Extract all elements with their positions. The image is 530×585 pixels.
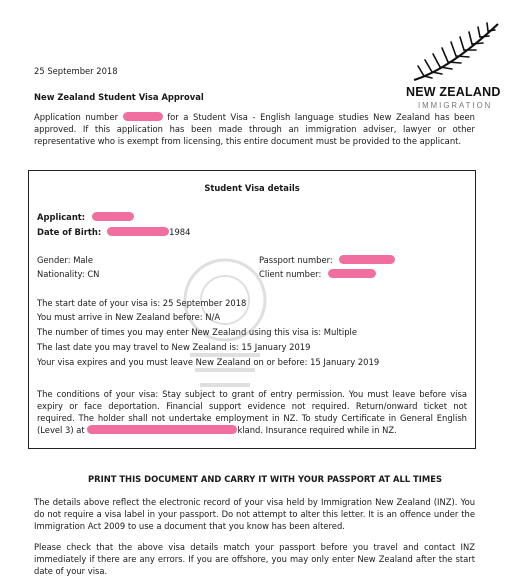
redaction-mark	[328, 269, 376, 278]
redaction-mark	[87, 425, 237, 434]
redaction-mark	[107, 227, 169, 236]
client-row	[259, 269, 376, 281]
visa-box-title: Student Visa details	[204, 183, 300, 193]
electronic-record-paragraph: The details above reflect the electronic record of your visa held by Immigration New Zealand (INZ). You do not require a visa label in your passport. Do not attempt to alter this letter. It is an offence under the Immigration Act 2009 to use a document that you know has been altered.	[34, 497, 475, 531]
intro-paragraph	[34, 112, 475, 148]
nationality: Nationality: CN	[37, 269, 100, 279]
visa-details-box	[28, 170, 476, 449]
passport-row	[259, 255, 395, 267]
dob-year: 1984	[169, 227, 191, 237]
arrive-before: You must arrive in New Zealand before: N/A	[37, 312, 221, 322]
print-notice: PRINT THIS DOCUMENT AND CARRY IT WITH YOUR PASSPORT AT ALL TIMES	[88, 474, 442, 484]
visa-expiry: Your visa expires and you must leave New Zealand on or before: 15 January 2019	[37, 357, 380, 367]
redaction-mark	[123, 112, 163, 121]
conditions-text-a: The conditions of your visa: Stay subject to grant of entry permission. You must leave before visa expiry or face deportation. Financial support evidence not required. Return/onward ticket not required. The holder shall not undertake employment in NZ. To study Certificate in General English (Level 3) at	[37, 389, 467, 435]
logo-new-zealand: NEW ZEALAND	[406, 85, 501, 99]
intro-text-a: Application number	[34, 112, 119, 122]
number-of-entries: The number of times you may enter New Zealand using this visa is: Multiple	[37, 327, 358, 337]
inz-logo	[406, 20, 506, 109]
check-details-paragraph: Please check that the above visa details match your passport before you travel and contact INZ immediately if there are any errors. If you are offshore, you may only enter New Zealand after the start date of your visa.	[34, 542, 475, 576]
conditions-text-b: kland. Insurance required while in NZ.	[237, 424, 397, 435]
gender: Gender: Male	[37, 255, 94, 265]
passport-label: Passport number:	[259, 255, 333, 265]
applicant-row	[37, 212, 134, 224]
redaction-mark	[92, 212, 134, 221]
last-travel-date: The last date you may travel to New Zealand is: 15 January 2019	[37, 342, 311, 352]
visa-start-date: The start date of your visa is: 25 September 2018	[37, 298, 247, 308]
logo-immigration: IMMIGRATION	[418, 100, 493, 110]
dob-label: Date of Birth:	[37, 227, 102, 237]
letter-title: New Zealand Student Visa Approval	[34, 92, 204, 102]
client-label: Client number:	[259, 269, 322, 279]
visa-conditions	[37, 389, 467, 437]
intro-text-b: for a Student Visa - English language studies New Zealand has been approved. If this application has been made through an immigration adviser, lawyer or other representative who is exempt from licensing, this entire document must be provided to the applicant.	[34, 112, 475, 146]
silver-fern-icon	[410, 20, 502, 84]
dob-row	[37, 227, 190, 239]
redaction-mark	[339, 255, 395, 264]
letter-date: 25 September 2018	[34, 66, 118, 76]
applicant-label: Applicant:	[37, 212, 86, 222]
